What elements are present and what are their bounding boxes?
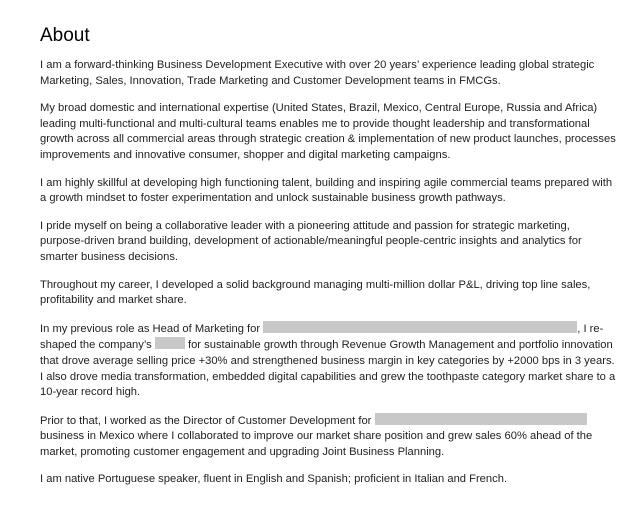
about-heading: About	[40, 25, 90, 46]
redacted-block	[375, 413, 587, 425]
paragraph-6-text-middle: , I re-shaped the company’s	[40, 322, 604, 352]
about-body	[40, 58, 616, 500]
redacted-block	[263, 321, 577, 333]
about-paragraph-3: I am highly skillful at developing high functioning talent, building and inspiring agile commercial teams prepared with a growth mindset to foster experimentation and unlock sustainable business growth pathways.	[40, 176, 613, 205]
about-paragraph-5: Throughout my career, I developed a solid background managing multi-million dollar P&L, driving top line sales, profitability and market share.	[40, 278, 591, 307]
about-paragraph-6	[40, 321, 616, 401]
paragraph-6-text-start: In my previous role as Head of Marketing for	[40, 322, 264, 335]
about-paragraph-7	[40, 413, 616, 461]
about-paragraph-2: My broad domestic and international expertise (United States, Brazil, Mexico, Central Europe, Russia and Africa) leading multi-functional and multi-cultural teams enables me to provide thought leadership and transformational growth across all commercial areas through strategic creation & implementation of new product launches, processes improvements and innovative consumer, shopper and digital marketing campaigns.	[40, 102, 616, 161]
about-paragraph-1: I am a forward-thinking Business Development Executive with over 20 years’ experience leading global strategic Marketing, Sales, Innovation, Trade Marketing and Customer Development teams in FMCGs.	[40, 59, 595, 87]
about-paragraph-8: I am native Portuguese speaker, fluent in English and Spanish; proficient in Italian and French.	[40, 473, 508, 486]
redacted-block	[155, 337, 185, 349]
paragraph-6-text-end: for sustainable growth through Revenue Growth Management and portfolio innovation that drove average selling price +30% and strengthened business margin in key categories by +2000 bps in 3 years. I also drove media transformation, embedded digital capabilities and grew the toothpaste category market share to a 10-year record high.	[40, 339, 616, 399]
paragraph-7-text-start: Prior to that, I worked as the Director of Customer Development for	[40, 414, 375, 427]
about-paragraph-4: I pride myself on being a collaborative leader with a pioneering attitude and passion for strategic marketing, purpose-driven brand building, development of actionable/meaningful people-centric insights and analytics for smarter business decisions.	[40, 219, 582, 263]
paragraph-7-text-end: business in Mexico where I collaborated to improve our market share position and grew sales 60% ahead of the market, promoting customer engagement and upgrading Joint Business Planning.	[40, 430, 593, 458]
